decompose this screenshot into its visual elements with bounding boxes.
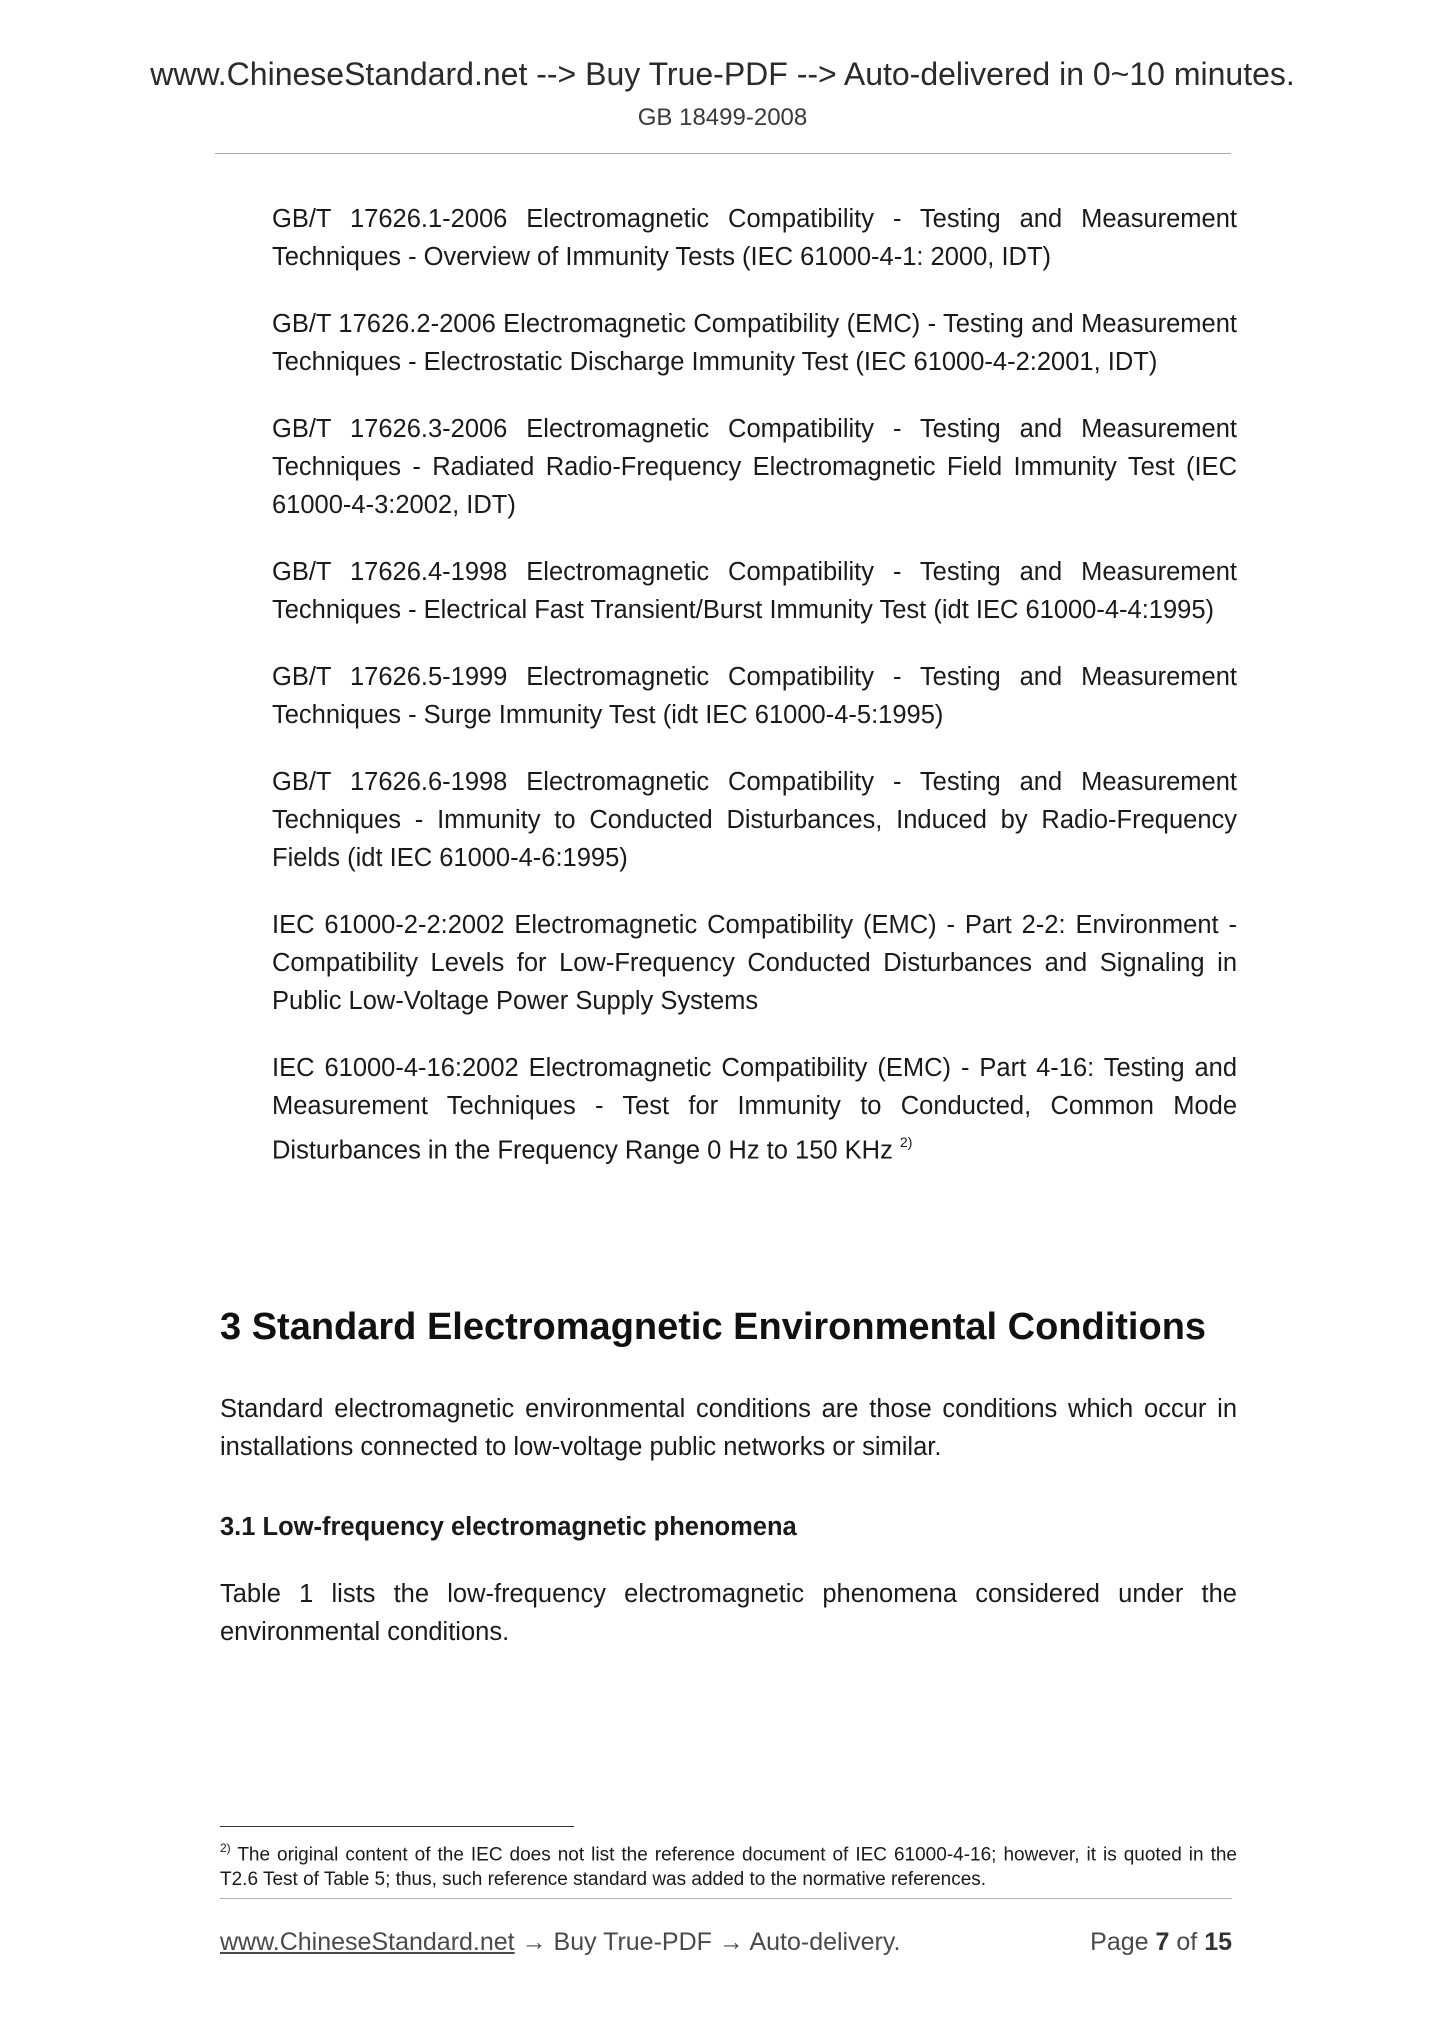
reference-item [272,305,1237,381]
reference-item [272,658,1237,734]
footer-promo [220,1928,900,1957]
total-pages: 15 [1204,1928,1232,1956]
page-label: Page [1090,1928,1149,1956]
reference-item [272,410,1237,524]
reference-item [272,906,1237,1020]
page-number [1090,1928,1232,1957]
document-code: GB 18499-2008 [637,104,808,131]
header-divider [215,153,1231,154]
reference-item [272,763,1237,877]
section-3-1-heading: 3.1 Low-frequency electromagnetic phenomena [220,1513,797,1541]
footnote [220,1837,1237,1892]
reference-item [272,1049,1237,1170]
of-label: of [1176,1928,1198,1956]
reference-text: GB/T 17626.3-2006 Electromagnetic Compatibility - Testing and Measurement Techniques - Radiated Radio-Frequency Electromagnetic Field Immunity Test (IEC 61000-4-3:2002, IDT) [272,415,1237,519]
normative-references-list [272,200,1237,1199]
footer-buy-text: Buy True-PDF [553,1928,712,1956]
reference-text: IEC 61000-4-16:2002 Electromagnetic Compatibility (EMC) - Part 4-16: Testing and Measurement Techniques - Test for Immunity to Conducted, Common Mode Disturbances in the Frequency Range 0 Hz to 150 KHz [272,1054,1237,1165]
footnote-text: The original content of the IEC does not list the reference document of IEC 61000-4-16; however, it is quoted in the T2.6 Test of Table 5; thus, such reference standard was added to the normative references. [220,1844,1237,1891]
footer-site-link[interactable]: www.ChineseStandard.net [220,1928,515,1956]
header-banner: www.ChineseStandard.net --> Buy True-PDF --> Auto-delivered in 0~10 minutes. [150,56,1295,92]
arrow-right-icon: → [718,1928,744,1956]
reference-text: GB/T 17626.1-2006 Electromagnetic Compatibility - Testing and Measurement Techniques - Overview of Immunity Tests (IEC 61000-4-1: 2000, IDT) [272,205,1237,271]
reference-text: GB/T 17626.4-1998 Electromagnetic Compatibility - Testing and Measurement Techniques - Electrical Fast Transient/Burst Immunity Test (idt IEC 61000-4-4:1995) [272,558,1237,624]
footnote-divider [220,1826,574,1827]
reference-item [272,553,1237,629]
footnote-ref-marker[interactable]: 2) [899,1134,913,1150]
reference-text: GB/T 17626.6-1998 Electromagnetic Compatibility - Testing and Measurement Techniques - Immunity to Conducted Disturbances, Induced by Radio-Frequency Fields (idt IEC 61000-4-6:1995) [272,768,1237,872]
arrow-right-icon: → [521,1928,547,1956]
section-3-1-paragraph: Table 1 lists the low-frequency electromagnetic phenomena considered under the environmental conditions. [220,1580,1237,1646]
current-page: 7 [1155,1928,1170,1956]
reference-item [272,200,1237,276]
section-3-heading: 3 Standard Electromagnetic Environmental Conditions [220,1306,1207,1348]
footer-delivery-text: Auto-delivery. [749,1928,901,1956]
reference-text: GB/T 17626.2-2006 Electromagnetic Compatibility (EMC) - Testing and Measurement Techniques - Electrostatic Discharge Immunity Test (IEC 61000-4-2:2001, IDT) [272,310,1237,376]
footer-divider [220,1898,1232,1899]
page-footer [220,1928,1232,1968]
reference-text: GB/T 17626.5-1999 Electromagnetic Compatibility - Testing and Measurement Techniques - Surge Immunity Test (idt IEC 61000-4-5:1995) [272,663,1237,729]
reference-text: IEC 61000-2-2:2002 Electromagnetic Compatibility (EMC) - Part 2-2: Environment - Compatibility Levels for Low-Frequency Conducted Disturbances and Signaling in Public Low-Voltage Power Supply Systems [272,911,1237,1015]
section-3-paragraph: Standard electromagnetic environmental conditions are those conditions which occur in installations connected to low-voltage public networks or similar. [220,1395,1237,1461]
footnote-marker: 2) [220,1841,231,1855]
